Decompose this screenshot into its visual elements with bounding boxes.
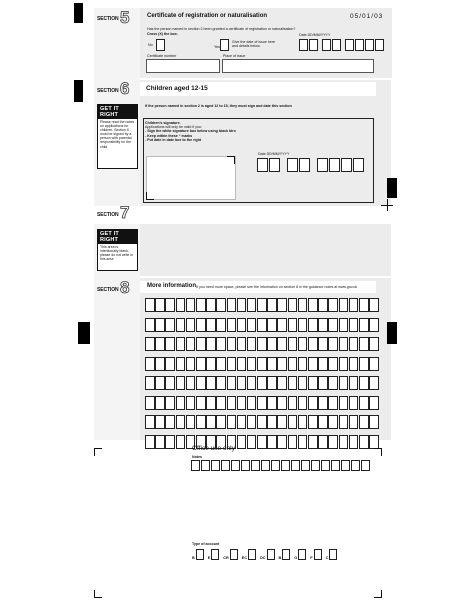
character-box[interactable] — [257, 415, 267, 429]
character-box[interactable] — [328, 396, 338, 410]
no-checkbox[interactable] — [156, 39, 165, 51]
character-box[interactable] — [298, 376, 308, 390]
character-box[interactable] — [298, 337, 308, 351]
crop-corner-mark — [94, 590, 102, 598]
character-box[interactable] — [339, 298, 349, 312]
type-code-box[interactable] — [298, 549, 306, 560]
character-box[interactable] — [298, 357, 308, 371]
character-box[interactable] — [247, 435, 257, 449]
character-box[interactable] — [277, 376, 287, 390]
crosshair-icon — [387, 199, 388, 211]
section5-question: Has the person named in section 2 been granted a certificate of registration or naturalisation? — [147, 27, 296, 31]
crop-corner-mark — [374, 448, 382, 456]
more-info-row[interactable] — [145, 376, 379, 390]
character-box[interactable] — [206, 396, 216, 410]
character-box[interactable] — [349, 298, 359, 312]
character-box[interactable] — [298, 318, 308, 332]
character-box[interactable] — [165, 435, 175, 449]
yes-hint: Give the date of issue here and details below. — [232, 40, 275, 49]
character-box[interactable] — [196, 376, 206, 390]
character-box[interactable] — [206, 318, 216, 332]
character-box[interactable] — [196, 318, 206, 332]
character-box[interactable] — [318, 396, 328, 410]
character-box[interactable] — [206, 376, 216, 390]
character-box[interactable] — [288, 298, 298, 312]
section6-get-it-right — [97, 104, 138, 169]
character-box[interactable] — [176, 376, 186, 390]
notes-box[interactable] — [351, 460, 360, 471]
character-box[interactable] — [359, 337, 369, 351]
character-box[interactable] — [369, 376, 379, 390]
type-code-label: O — [294, 555, 298, 560]
character-box[interactable] — [288, 376, 298, 390]
more-info-row[interactable] — [145, 396, 379, 410]
character-box[interactable] — [216, 376, 226, 390]
section6-title: Children aged 12-15 — [146, 85, 208, 92]
character-box[interactable] — [267, 298, 277, 312]
notes-box[interactable] — [271, 460, 280, 471]
type-code-box[interactable] — [329, 549, 337, 560]
notes-box[interactable] — [211, 460, 220, 471]
character-box[interactable] — [318, 318, 328, 332]
character-box[interactable] — [227, 396, 237, 410]
character-box[interactable] — [155, 337, 165, 351]
character-box[interactable] — [298, 298, 308, 312]
more-info-row[interactable] — [145, 337, 379, 351]
character-box[interactable] — [257, 318, 267, 332]
character-box[interactable] — [267, 357, 277, 371]
character-box[interactable] — [349, 435, 359, 449]
type-code-box[interactable] — [211, 549, 219, 560]
character-box[interactable] — [206, 357, 216, 371]
character-box[interactable] — [155, 357, 165, 371]
notes-field[interactable] — [191, 460, 371, 478]
notes-box[interactable] — [301, 460, 310, 471]
character-box[interactable] — [145, 435, 155, 449]
character-box[interactable] — [165, 318, 175, 332]
get-it-right-heading: GET IT RIGHT — [98, 230, 137, 244]
notes-box[interactable] — [221, 460, 230, 471]
section8-title: More information — [147, 283, 196, 289]
character-box[interactable] — [328, 298, 338, 312]
character-box[interactable] — [339, 396, 349, 410]
character-box[interactable] — [339, 435, 349, 449]
more-info-row[interactable] — [145, 435, 379, 449]
character-box[interactable] — [206, 337, 216, 351]
character-box[interactable] — [216, 357, 226, 371]
notes-box[interactable] — [191, 460, 200, 471]
character-box[interactable] — [165, 337, 175, 351]
section7-panel — [140, 224, 391, 276]
character-box[interactable] — [359, 415, 369, 429]
get-it-right-body: This area is intentionally blank, please do not write in this area — [100, 245, 134, 262]
character-box[interactable] — [237, 318, 247, 332]
character-box[interactable] — [318, 337, 328, 351]
notes-box[interactable] — [281, 460, 290, 471]
character-box[interactable] — [227, 376, 237, 390]
character-box[interactable] — [247, 415, 257, 429]
character-box[interactable] — [328, 318, 338, 332]
character-box[interactable] — [145, 298, 155, 312]
type-code-label: DC — [260, 555, 266, 560]
character-box[interactable] — [145, 396, 155, 410]
character-box[interactable] — [298, 415, 308, 429]
character-box[interactable] — [288, 318, 298, 332]
character-box[interactable] — [257, 376, 267, 390]
section6-date-label: Date DD/MM/YYYY — [258, 152, 290, 156]
character-box[interactable] — [206, 298, 216, 312]
section5-instruction: Cross (X) the box. — [147, 32, 178, 36]
character-box[interactable] — [186, 318, 196, 332]
character-box[interactable] — [369, 337, 379, 351]
type-code-box[interactable] — [314, 549, 322, 560]
type-code-box[interactable] — [196, 549, 204, 560]
character-box[interactable] — [247, 396, 257, 410]
character-box[interactable] — [369, 396, 379, 410]
section5-number: 5 — [120, 8, 130, 27]
character-box[interactable] — [237, 298, 247, 312]
character-box[interactable] — [186, 396, 196, 410]
character-box[interactable] — [349, 396, 359, 410]
type-code-label: C — [325, 555, 329, 560]
page-reference: 05/01/03 — [350, 13, 384, 20]
character-box[interactable] — [247, 298, 257, 312]
character-box[interactable] — [155, 396, 165, 410]
character-box[interactable] — [359, 396, 369, 410]
character-box[interactable] — [247, 337, 257, 351]
signature-box[interactable] — [146, 156, 236, 200]
character-box[interactable] — [257, 396, 267, 410]
notes-box[interactable] — [321, 460, 330, 471]
character-box[interactable] — [227, 337, 237, 351]
signature-corner-mark — [146, 192, 154, 200]
character-box[interactable] — [257, 298, 267, 312]
get-it-right-body: Please read the notes on applications for children. Section 6 must be signed by a person with parental responsibility for the child. — [100, 120, 135, 149]
character-box[interactable] — [176, 337, 186, 351]
character-box[interactable] — [186, 376, 196, 390]
character-box[interactable] — [196, 337, 206, 351]
registration-mark — [387, 322, 397, 344]
character-box[interactable] — [328, 435, 338, 449]
notes-box[interactable] — [261, 460, 270, 471]
character-box[interactable] — [277, 396, 287, 410]
character-box[interactable] — [165, 298, 175, 312]
character-box[interactable] — [267, 376, 277, 390]
type-code-label: E — [207, 555, 211, 560]
character-box[interactable] — [196, 298, 206, 312]
character-box[interactable] — [186, 337, 196, 351]
section8-label: SECTION — [97, 287, 119, 293]
character-box[interactable] — [227, 415, 237, 429]
type-code-label: B — [192, 555, 195, 560]
character-box[interactable] — [298, 396, 308, 410]
character-box[interactable] — [339, 357, 349, 371]
notes-box[interactable] — [311, 460, 320, 471]
character-box[interactable] — [267, 435, 277, 449]
section5-date-field[interactable] — [299, 39, 385, 57]
character-box[interactable] — [145, 318, 155, 332]
character-box[interactable] — [145, 357, 155, 371]
character-box[interactable] — [339, 376, 349, 390]
no-label: No — [148, 43, 153, 47]
character-box[interactable] — [288, 435, 298, 449]
character-box[interactable] — [288, 415, 298, 429]
section5-date-label: Date DD/MM/YYYY — [299, 33, 331, 37]
character-box[interactable] — [227, 318, 237, 332]
character-box[interactable] — [359, 357, 369, 371]
character-box[interactable] — [237, 357, 247, 371]
character-box[interactable] — [359, 318, 369, 332]
character-box[interactable] — [267, 318, 277, 332]
character-box[interactable] — [277, 318, 287, 332]
character-box[interactable] — [206, 415, 216, 429]
type-code-box[interactable] — [248, 549, 256, 560]
notes-box[interactable] — [341, 460, 350, 471]
character-box[interactable] — [155, 376, 165, 390]
section6-number: 6 — [120, 79, 130, 98]
more-info-row[interactable] — [145, 318, 379, 332]
character-box[interactable] — [145, 415, 155, 429]
character-box[interactable] — [298, 435, 308, 449]
character-box[interactable] — [216, 318, 226, 332]
section7-get-it-right — [97, 229, 138, 271]
notes-box[interactable] — [361, 460, 370, 471]
character-box[interactable] — [308, 396, 318, 410]
registration-mark — [78, 322, 90, 344]
character-box[interactable] — [369, 435, 379, 449]
character-box[interactable] — [247, 376, 257, 390]
character-box[interactable] — [359, 435, 369, 449]
character-box[interactable] — [247, 318, 257, 332]
character-box[interactable] — [186, 357, 196, 371]
character-box[interactable] — [257, 435, 267, 449]
character-box[interactable] — [318, 415, 328, 429]
character-box[interactable] — [176, 435, 186, 449]
section8-number: 8 — [120, 278, 130, 297]
character-box[interactable] — [145, 376, 155, 390]
type-code-box[interactable] — [267, 549, 275, 560]
character-box[interactable] — [349, 415, 359, 429]
signature-instructions: Children's signature. Applications will only be valid if you: - Sign the white signature box below using black biro - Keep within these “ marks - Put date in date box to the right — [145, 121, 236, 142]
notes-box[interactable] — [331, 460, 340, 471]
character-box[interactable] — [196, 415, 206, 429]
section8-subtitle: If you need more space, please see the information on section 8 in the guidance notes at www.gov.uk — [196, 285, 358, 289]
character-box[interactable] — [216, 337, 226, 351]
yes-checkbox[interactable] — [220, 39, 229, 51]
character-box[interactable] — [155, 415, 165, 429]
office-use-title: Office use only — [192, 445, 235, 452]
type-code-label: EC — [241, 555, 248, 560]
character-box[interactable] — [328, 357, 338, 371]
character-box[interactable] — [145, 337, 155, 351]
character-box[interactable] — [277, 357, 287, 371]
character-box[interactable] — [277, 415, 287, 429]
character-box[interactable] — [308, 298, 318, 312]
character-box[interactable] — [165, 415, 175, 429]
notes-box[interactable] — [201, 460, 210, 471]
character-box[interactable] — [257, 337, 267, 351]
character-box[interactable] — [277, 435, 287, 449]
character-box[interactable] — [176, 357, 186, 371]
notes-box[interactable] — [231, 460, 240, 471]
character-box[interactable] — [257, 357, 267, 371]
character-box[interactable] — [267, 337, 277, 351]
character-box[interactable] — [237, 415, 247, 429]
character-box[interactable] — [349, 376, 359, 390]
crop-corner-mark — [94, 448, 102, 456]
notes-box[interactable] — [251, 460, 260, 471]
character-box[interactable] — [196, 396, 206, 410]
character-box[interactable] — [216, 415, 226, 429]
section6-label: SECTION — [97, 88, 119, 94]
character-box[interactable] — [328, 415, 338, 429]
type-of-account-label: Type of account — [192, 542, 220, 546]
character-box[interactable] — [369, 298, 379, 312]
character-box[interactable] — [216, 396, 226, 410]
more-info-row[interactable] — [145, 298, 379, 312]
character-box[interactable] — [277, 298, 287, 312]
character-box[interactable] — [308, 435, 318, 449]
more-info-row[interactable] — [145, 357, 379, 371]
character-box[interactable] — [318, 435, 328, 449]
character-box[interactable] — [155, 318, 165, 332]
character-box[interactable] — [318, 298, 328, 312]
character-box[interactable] — [288, 396, 298, 410]
section6-date-field[interactable] — [257, 158, 365, 176]
character-box[interactable] — [277, 337, 287, 351]
character-box[interactable] — [308, 376, 318, 390]
character-box[interactable] — [308, 357, 318, 371]
character-box[interactable] — [308, 415, 318, 429]
character-box[interactable] — [267, 396, 277, 410]
character-box[interactable] — [339, 415, 349, 429]
character-box[interactable] — [359, 376, 369, 390]
character-box[interactable] — [176, 396, 186, 410]
character-box[interactable] — [308, 318, 318, 332]
character-box[interactable] — [176, 298, 186, 312]
character-box[interactable] — [186, 298, 196, 312]
cert-number-label: Certificate number — [147, 54, 177, 58]
character-box[interactable] — [196, 357, 206, 371]
character-box[interactable] — [165, 396, 175, 410]
character-box[interactable] — [369, 357, 379, 371]
type-code-box[interactable] — [282, 549, 290, 560]
get-it-right-heading: GET IT RIGHT — [98, 105, 137, 119]
type-code-label: B — [278, 555, 282, 560]
character-box[interactable] — [339, 318, 349, 332]
character-box[interactable] — [237, 376, 247, 390]
place-of-issue-label: Place of issue — [223, 54, 246, 58]
notes-box[interactable] — [291, 460, 300, 471]
signature-corner-mark — [227, 156, 235, 164]
character-box[interactable] — [247, 357, 257, 371]
character-box[interactable] — [369, 318, 379, 332]
type-code-box[interactable] — [230, 549, 238, 560]
character-box[interactable] — [165, 376, 175, 390]
character-box[interactable] — [349, 337, 359, 351]
character-box[interactable] — [155, 298, 165, 312]
character-box[interactable] — [359, 298, 369, 312]
character-box[interactable] — [237, 396, 247, 410]
type-code-label: F — [310, 555, 313, 560]
character-box[interactable] — [176, 318, 186, 332]
character-box[interactable] — [227, 298, 237, 312]
character-box[interactable] — [288, 357, 298, 371]
character-box[interactable] — [318, 376, 328, 390]
place-of-issue-field[interactable] — [222, 59, 374, 73]
character-box[interactable] — [155, 435, 165, 449]
more-info-row[interactable] — [145, 415, 379, 429]
character-box[interactable] — [186, 415, 196, 429]
character-box[interactable] — [349, 318, 359, 332]
character-box[interactable] — [237, 435, 247, 449]
type-of-account-field[interactable] — [192, 549, 341, 567]
section5-label: SECTION — [97, 16, 119, 22]
character-box[interactable] — [349, 357, 359, 371]
registration-mark — [74, 3, 83, 23]
character-box[interactable] — [176, 415, 186, 429]
type-code-label: CR — [223, 555, 229, 560]
registration-mark — [387, 178, 397, 198]
character-box[interactable] — [165, 357, 175, 371]
character-box[interactable] — [227, 357, 237, 371]
character-box[interactable] — [308, 337, 318, 351]
character-box[interactable] — [267, 415, 277, 429]
character-box[interactable] — [237, 337, 247, 351]
cert-number-field[interactable] — [146, 59, 220, 73]
registration-mark — [74, 80, 83, 102]
section7-label: SECTION — [97, 212, 119, 218]
character-box[interactable] — [318, 357, 328, 371]
notes-box[interactable] — [241, 460, 250, 471]
section5-title: Certificate of registration or naturalisation — [147, 13, 268, 19]
character-box[interactable] — [328, 337, 338, 351]
character-box[interactable] — [328, 376, 338, 390]
character-box[interactable] — [288, 337, 298, 351]
crop-corner-mark — [374, 590, 382, 598]
character-box[interactable] — [369, 415, 379, 429]
notes-label: Notes — [192, 455, 202, 459]
character-box[interactable] — [339, 337, 349, 351]
character-box[interactable] — [216, 298, 226, 312]
yes-label: Yes — [214, 45, 220, 49]
section6-intro: If the person named in section 2 is aged 12 to 15, they must sign and date this section — [145, 104, 292, 108]
section7-number: 7 — [120, 203, 130, 222]
